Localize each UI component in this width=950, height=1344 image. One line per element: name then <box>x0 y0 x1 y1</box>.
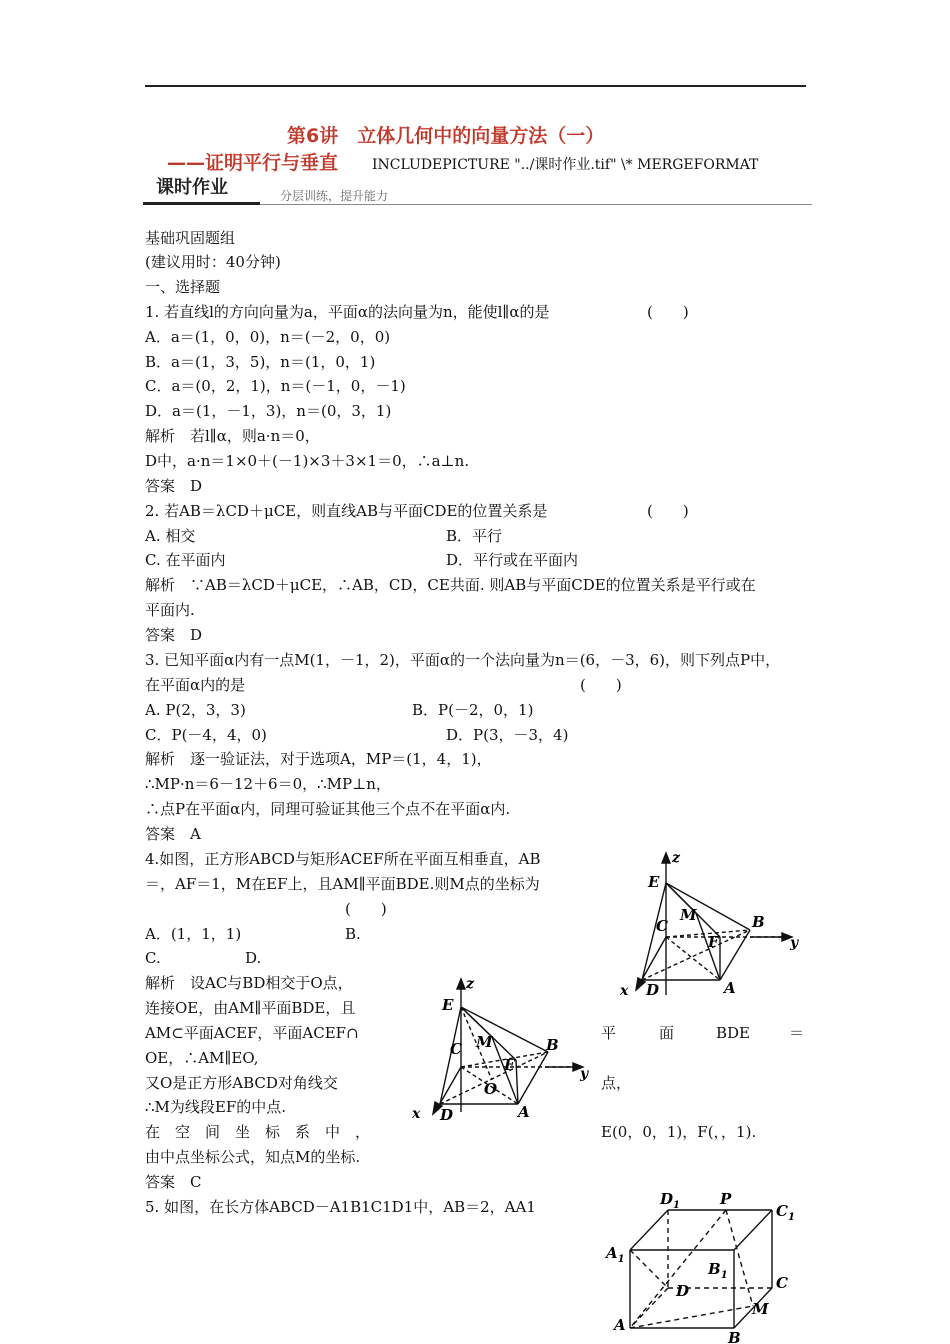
badge-underline-right <box>260 204 812 205</box>
q4-analysis-3: AM⊂平面ACEF，平面ACEF∩ <box>145 1024 359 1042</box>
q4-analysis-6: ∴M为线段EF的中点. <box>145 1098 287 1116</box>
q3-stem-1: 3. 已知平面α内有一点M(1，－1，2)，平面α的一个法向量为n＝(6，－3，6)，则下列点P中， <box>145 651 781 669</box>
fig1-label-x: x <box>620 983 629 999</box>
fig1-label-a: A <box>724 979 736 997</box>
q5-stem: 5. 如图，在长方体ABCD－A1B1C1D1中，AB＝2，AA1 <box>145 1198 536 1216</box>
fig3-label-c: C <box>776 1274 788 1292</box>
q4-answer: 答案 C <box>145 1173 202 1191</box>
fig1-label-b: B <box>752 913 765 931</box>
fig3-label-p: P <box>720 1190 732 1208</box>
fig1-label-f: F <box>708 933 719 951</box>
q1-option-a: A．a＝(1，0，0)，n＝(－2，0，0) <box>145 328 391 346</box>
fig1-label-d: D <box>646 981 660 999</box>
q3-option-d: D．P(3，－3，4) <box>446 726 569 744</box>
q2-answer: 答案 D <box>145 626 203 644</box>
fig2-label-c: C <box>450 1040 462 1058</box>
q4-analysis-3-r2: 面 <box>659 1024 675 1042</box>
fig1-label-e: E <box>648 873 660 891</box>
q2-option-d: D．平行或在平面内 <box>446 551 579 569</box>
field-code: INCLUDEPICTURE "../课时作业.tif" \* MERGEFORMAT <box>372 157 759 173</box>
q4-analysis-3-r1: 平 <box>601 1024 617 1042</box>
q1-answer: 答案 D <box>145 477 203 495</box>
fig1-label-z: z <box>672 850 680 866</box>
fig2-label-m: M <box>476 1033 493 1051</box>
q4-option-c: C. <box>145 949 161 967</box>
time-label: (建议用时：40分钟) <box>145 253 281 271</box>
q3-option-c: C．P(－4，4，0) <box>145 726 267 744</box>
figure-q4-coordinates <box>600 845 820 1005</box>
q4-stem-1: 4.如图，正方形ABCD与矩形ACEF所在平面互相垂直，AB <box>145 850 541 868</box>
q3-option-a: A. P(2，3，3) <box>145 701 246 719</box>
q2-analysis-1: 解析 ∵AB＝λCD＋μCE，∴AB，CD，CE共面. 则AB与平面CDE的位置关系是平行或在 <box>145 576 756 594</box>
q3-option-b: B．P(－2，0，1) <box>412 701 534 719</box>
q2-option-c: C. 在平面内 <box>145 551 226 569</box>
q4-paren: ( ) <box>345 900 387 918</box>
q4-analysis-4: OE，∴AM∥EO, <box>145 1049 259 1067</box>
page-title: 第6讲 立体几何中的向量方法（一） <box>287 125 605 147</box>
q3-answer: 答案 A <box>145 825 201 843</box>
q2-stem: 2. 若AB＝λCD＋μCE，则直线AB与平面CDE的位置关系是 <box>145 502 548 520</box>
fig1-label-m: M <box>680 906 697 924</box>
q4-stem-2: ＝，AF＝1，M在EF上，且AM∥平面BDE.则M点的坐标为 <box>145 875 540 893</box>
fig2-label-z: z <box>466 976 474 992</box>
fig2-label-y: y <box>580 1066 589 1082</box>
q4-analysis-3-r4: ＝ <box>789 1024 805 1042</box>
q4-analysis-1: 解析 设AC与BD相交于O点， <box>145 974 353 992</box>
q2-paren: ( ) <box>647 502 689 520</box>
q1-option-b: B．a＝(1，3，5)，n＝(1，0，1) <box>145 353 376 371</box>
fig3-label-d1: $D_1$ <box>660 1190 680 1211</box>
q4-analysis-5-r: 点， <box>601 1074 632 1092</box>
x-axis <box>640 937 666 983</box>
q1-analysis-2: D中，a·n＝1×0＋(－1)×3＋3×1＝0，∴a⊥n. <box>145 452 470 470</box>
fig3-label-b1: $B_1$ <box>708 1260 728 1281</box>
q1-option-d: D．a＝(1，－1，3)，n＝(0，3，1) <box>145 402 392 420</box>
figure-q4-analysis <box>400 972 600 1124</box>
q1-option-c: C．a＝(0，2，1)，n＝(－1，0，－1) <box>145 377 406 395</box>
fig2-label-b: B <box>546 1036 559 1054</box>
fig2-label-x: x <box>412 1106 421 1122</box>
fig3-label-d: D <box>676 1282 690 1300</box>
section-label: 一、选择题 <box>145 278 221 296</box>
q4-analysis-7-r: E(0，0，1)，F(，，1). <box>601 1123 757 1141</box>
q4-analysis-3-r3: BDE <box>716 1024 750 1042</box>
fig2-label-a: A <box>518 1103 530 1121</box>
fig1-label-y: y <box>790 935 799 951</box>
fig2-label-e: E <box>442 996 454 1014</box>
q3-analysis-2: ∴MP·n＝6－12＋6＝0，∴MP⊥n， <box>145 775 391 793</box>
figure-q5-cuboid <box>600 1188 800 1344</box>
q2-option-a: A. 相交 <box>145 527 196 545</box>
fig3-label-a1: $A_1$ <box>606 1244 625 1265</box>
q3-stem-2: 在平面α内的是 <box>145 676 246 694</box>
badge-subtitle: 分层训练，提升能力 <box>280 189 389 203</box>
q2-option-b: B．平行 <box>446 527 503 545</box>
q4-option-a: A．(1，1，1) <box>145 925 242 943</box>
fig3-label-m: M <box>752 1300 769 1318</box>
q2-analysis-2: 平面内. <box>145 601 195 619</box>
q1-stem: 1. 若直线l的方向向量为a，平面α的法向量为n，能使l∥α的是 <box>145 303 550 321</box>
homework-badge: 课时作业 <box>156 177 228 198</box>
group-label: 基础巩固题组 <box>145 229 236 247</box>
q4-option-b: B. <box>345 925 361 943</box>
q3-paren: ( ) <box>580 676 622 694</box>
fig3-label-c1: $C_1$ <box>776 1202 795 1223</box>
q4-option-d: D. <box>245 949 262 967</box>
q1-analysis-1: 解析 若l∥α，则a·n＝0， <box>145 427 320 445</box>
fig1-label-c: C <box>656 917 668 935</box>
q1-paren: ( ) <box>647 303 689 321</box>
q3-analysis-3: ∴点P在平面α内，同理可验证其他三个点不在平面α内. <box>145 800 511 818</box>
fig3-label-a: A <box>614 1316 626 1334</box>
q3-analysis-1: 解析 逐一验证法，对于选项A，MP＝(1，4，1)， <box>145 750 492 768</box>
fig3-label-b: B <box>728 1329 741 1344</box>
top-rule <box>145 85 806 87</box>
badge-underline-left <box>143 202 260 205</box>
q4-analysis-8: 由中点坐标公式，知点M的坐标. <box>145 1148 361 1166</box>
fig2-label-d: D <box>440 1106 454 1124</box>
page-subtitle: ——证明平行与垂直 <box>167 152 339 174</box>
fig2-label-o: O <box>484 1080 498 1098</box>
q4-analysis-7: 在 空 间 坐 标 系 中 ， <box>145 1123 371 1141</box>
q4-analysis-2: 连接OE，由AM∥平面BDE，且 <box>145 999 356 1017</box>
fig2-label-f: F <box>504 1056 515 1074</box>
q4-analysis-5: 又O是正方形ABCD对角线交 <box>145 1074 338 1092</box>
